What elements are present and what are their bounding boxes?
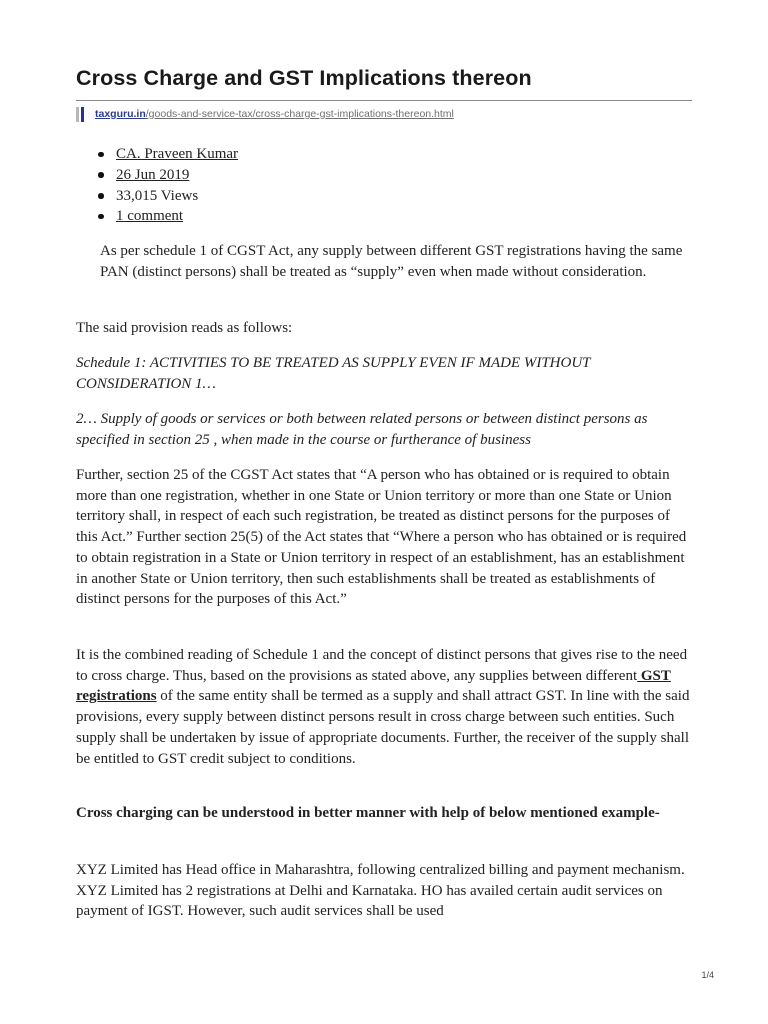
meta-date (76, 165, 238, 186)
page-number: 1/4 (701, 970, 714, 980)
article-title: Cross Charge and GST Implications thereon (76, 66, 532, 90)
paragraph-section-25: Further, section 25 of the CGST Act states that “A person who has obtained or is required to obtain more than one registration, whether in one State or Union territory or more than one State or Union territory shall, in respect of each such registration, be treated as distinct persons for the purposes of this Act.” Further section 25(5) of the Act states that “Where a person who has obtained or is required to obtain registration in a State or Union territory in respect of an establishment, has an establishment in another State or Union territory, then such establishments shall be treated as establishments of distinct persons for the purposes of this Act.” (76, 467, 687, 608)
meta-comments (76, 206, 238, 227)
date-link[interactable]: 26 Jun 2019 (116, 166, 190, 183)
bullet-icon (98, 193, 104, 199)
bullet-icon (98, 172, 104, 178)
article-meta-list (76, 144, 238, 227)
source-path-link[interactable]: /goods-and-service-tax/cross-charge-gst-implications-thereon.html (145, 108, 454, 120)
source-domain-link[interactable]: taxguru.in (95, 108, 146, 120)
paragraph-supply-quote: 2… Supply of goods or services or both between related persons or between distinct persons as specified in section 25 , when made in the course or furtherance of business (76, 411, 648, 448)
meta-views (76, 186, 238, 207)
paragraph-example: XYZ Limited has Head office in Maharashtra, following centralized billing and payment mechanism. XYZ Limited has 2 registrations at Delhi and Karnataka. HO has availed certain audit services on payment of IGST. However, such audit services shall be used (76, 862, 685, 920)
author-link[interactable]: CA. Praveen Kumar (116, 146, 239, 162)
source-marker-blue (81, 107, 84, 122)
paragraph-text-before-link: It is the combined reading of Schedule 1 and the concept of distinct persons that gives rise to the need to cross charge. Thus, based on the provisions as stated above, any supplies between different (76, 647, 688, 684)
comments-link[interactable]: 1 comment (116, 208, 184, 225)
title-divider (76, 100, 692, 101)
paragraph-provision-lead: The said provision reads as follows: (76, 320, 293, 336)
paragraph-intro: As per schedule 1 of CGST Act, any supply between different GST registrations having the same PAN (distinct persons) shall be treated as “supply” even when made without consideration. (100, 243, 683, 280)
meta-author (76, 144, 238, 165)
paragraph-schedule-quote: Schedule 1: ACTIVITIES TO BE TREATED AS SUPPLY EVEN IF MADE WITHOUT CONSIDERATION 1… (76, 355, 591, 392)
bullet-icon (98, 152, 104, 158)
gst-registrations-link[interactable]: GST registrations (76, 667, 671, 705)
bullet-icon (98, 214, 104, 220)
paragraph-combined-reading (76, 645, 692, 769)
source-marker-grey (76, 107, 79, 122)
source-url-row (76, 106, 454, 122)
example-heading: Cross charging can be understood in better manner with help of below mentioned example- (76, 805, 660, 821)
paragraph-text-after-link: of the same entity shall be termed as a supply and shall attract GST. In line with the said provisions, every supply between distinct persons result in cross charge between such entities. Such supply shall be undertaken by issue of appropriate documents. Further, the receiver of the supply shall be entitled to GST credit subject to conditions. (76, 688, 690, 767)
views-count: 33,015 Views (116, 187, 199, 204)
